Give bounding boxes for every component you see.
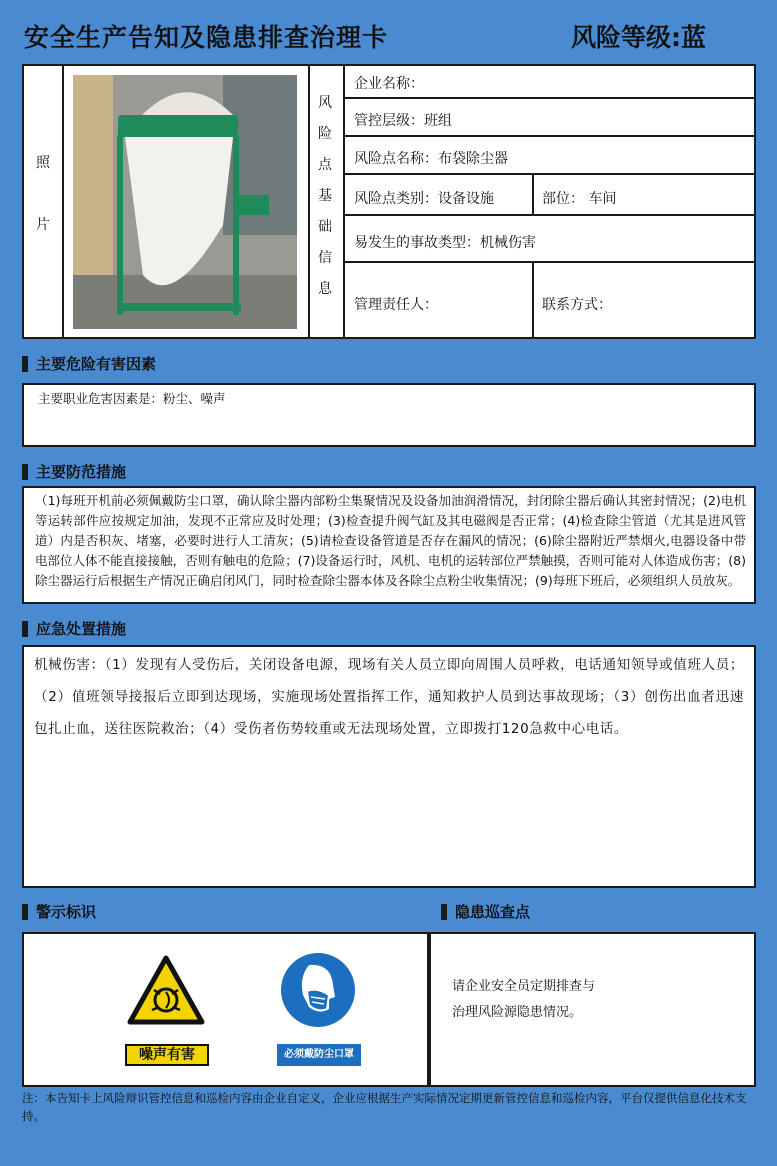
emergency-box (22, 645, 756, 888)
heading-marker (22, 356, 28, 372)
noise-warning-label: 噪声有害 (125, 1044, 209, 1066)
photo-label: 照 片 (36, 155, 50, 233)
prevention-text: （1)每班开机前必须佩戴防尘口罩，确认除尘器内部粉尘集聚情况及设备加油润滑情况，封闭除尘器后确认其密封情况；(2)电机等运转部件应按规定加油，发现不正常应及时处理；(3)检查提升阀气缸及其电磁阀是否正常；(4)检查除尘管道（尤其是进风管道）内是否积灰、堵塞，必要时进行人工清灰；(5)请检查设备管道是否存在漏风的情况；(6)除尘器附近严禁烟火,电器设备中带电部位人体不能直接接触，否则有触电的危险；(7)设备运行时，风机、电机的运转部位严禁触摸，否则可能对人体造成伤害；(8)除尘器运行后根据生产情况正确启闭风门，同时检查除尘器本体及各除尘点粉尘收集情况；(9)每班下班后，必须组织人员放灰。 (35, 493, 746, 588)
divider (345, 173, 754, 175)
divider (532, 174, 534, 214)
divider (345, 135, 754, 137)
company-field: 企业名称： (354, 76, 424, 92)
photo-image (73, 75, 297, 329)
info-table (22, 64, 756, 339)
hazards-text: 主要职业危害因素是：粉尘、噪声 (38, 391, 226, 406)
warning-signs-box (22, 932, 429, 1087)
contact-field: 联系方式： (542, 297, 612, 313)
control-level-field: 管控层级：班组 (354, 113, 452, 129)
inspection-box (429, 932, 756, 1087)
divider (532, 262, 534, 337)
page-title: 安全生产告知及隐患排查治理卡 (24, 23, 389, 52)
manager-field: 管理责任人： (354, 297, 438, 313)
dust-mask-icon (279, 951, 357, 1029)
divider (308, 66, 310, 337)
risk-point-name-field: 风险点名称：布袋除尘器 (354, 151, 508, 167)
base-info-label: 风 险 点 基 础 信 息 (318, 95, 332, 297)
accident-type-field: 易发生的事故类型：机械伤害 (354, 235, 536, 251)
location-field: 部位： 车间 (542, 191, 617, 207)
heading-marker (441, 904, 447, 920)
emergency-heading: 应急处置措施 (22, 618, 126, 639)
divider (343, 66, 345, 337)
risk-level-badge: 风险等级:蓝 (571, 23, 706, 52)
footer-note: 注：本告知卡上风险辩识管控信息和巡检内容由企业自定义，企业应根据生产实际情况定期更新管控信息和巡检内容，平台仅提供信息化技术支持。 (22, 1091, 747, 1123)
dust-collector-photo (73, 75, 297, 329)
hazards-box (22, 383, 756, 447)
prevention-box (22, 486, 756, 604)
heading-marker (22, 904, 28, 920)
heading-marker (22, 621, 28, 637)
prevention-heading: 主要防范措施 (22, 461, 126, 482)
emergency-text: 机械伤害：（1）发现有人受伤后，关闭设备电源，现场有关人员立即向周围人员呼救，电话通知领导或值班人员；（2）值班领导接报后立即到达现场，实施现场处置指挥工作，通知救护人员到达事故现场；（3）创伤出血者迅速包扎止血，送往医院救治；（4）受伤者伤势较重或无法现场处置，立即拨打120急救中心电话。 (34, 657, 744, 737)
inspection-heading: 隐患巡查点 (441, 901, 530, 922)
risk-point-type-field: 风险点类别：设备设施 (354, 191, 494, 207)
divider (345, 97, 754, 99)
hazards-heading: 主要危险有害因素 (22, 353, 156, 374)
divider (345, 214, 754, 216)
divider (345, 261, 754, 263)
heading-marker (22, 464, 28, 480)
noise-warning-icon (126, 954, 206, 1026)
inspection-text: 请企业安全员定期排查与 治理风险源隐患情况。 (452, 979, 596, 1020)
dust-mask-label: 必须戴防尘口罩 (277, 1044, 361, 1066)
warning-signs-heading: 警示标识 (22, 901, 96, 922)
divider (62, 66, 64, 337)
